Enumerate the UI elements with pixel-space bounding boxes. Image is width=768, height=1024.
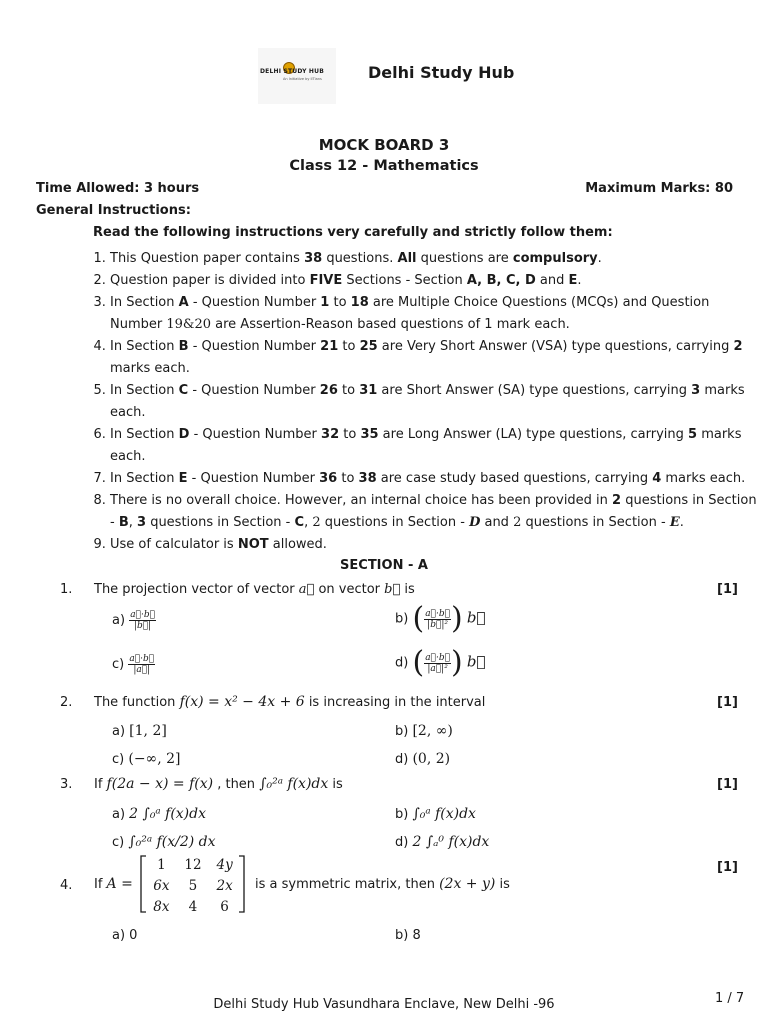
option-b: b) ( $\frac{a⃗\cdot b⃗}{\text{|b⃗|²}}$ ) b⃗: [395, 601, 486, 636]
option-d: d) (0, 2): [395, 751, 451, 767]
matrix: [140, 855, 245, 913]
page-footer: Delhi Study Hub Vasundhara Enclave, New Delhi -96: [213, 997, 555, 1012]
question-number: 2.: [60, 695, 73, 710]
question-marks: [1]: [717, 582, 738, 597]
question-text: The projection vector of vector a⃗ on vector b⃗ is: [94, 582, 415, 597]
question-text-suffix: is a symmetric matrix, then (2x + y) is: [255, 876, 510, 892]
instruction-item: 5. In Section C - Question Number 26 to 31 are Short Answer (SA) type questions, carrying 3 marks each.: [110, 380, 760, 424]
instruction-item: 6. In Section D - Question Number 32 to 35 are Long Answer (LA) type questions, carrying 5 marks each.: [110, 424, 760, 468]
logo-text: DELHI STUDY HUB: [260, 68, 324, 75]
question-marks: [1]: [717, 860, 738, 875]
matrix-row: 1 12 4y: [157, 857, 233, 873]
option-a: a) $\frac{a⃗\cdot b⃗}{|b⃗|}$: [112, 610, 155, 631]
section-heading: SECTION - A: [340, 558, 428, 573]
option-b: b) ∫₀ᵃ f(x)dx: [395, 806, 476, 822]
question-number: 1.: [60, 582, 73, 597]
time-allowed: Time Allowed: 3 hours: [36, 181, 200, 196]
option-a: a) [1, 2]: [112, 723, 167, 739]
question-marks: [1]: [717, 695, 738, 710]
option-c: c) $\frac{a⃗\cdot b⃗}{|a⃗|}$: [112, 654, 155, 675]
option-c: c) (−∞, 2]: [112, 751, 181, 767]
instruction-item: 3. In Section A - Question Number 1 to 18 are Multiple Choice Questions (MCQs) and Question Number 19&20 are Assertion-Reason based questions of 1 mark each.: [110, 292, 760, 336]
option-d: d) ( $\frac{a⃗\cdot b⃗}{\text{|a⃗|²}}$ ) b⃗: [395, 645, 486, 680]
question-number: 4.: [60, 878, 73, 893]
question-text-prefix: If A =: [94, 876, 133, 892]
option-d: d) 2 ∫ₐ⁰ f(x)dx: [395, 834, 490, 850]
max-marks: Maximum Marks: 80: [585, 181, 733, 196]
page-subtitle: Class 12 - Mathematics: [289, 158, 479, 174]
instruction-item: 2. Question paper is divided into FIVE Sections - Section A, B, C, D and E.: [110, 270, 760, 292]
instruction-item: 7. In Section E - Question Number 36 to 38 are case study based questions, carrying 4 marks each.: [110, 468, 760, 490]
question-number: 3.: [60, 777, 73, 792]
option-c: c) ∫₀²ᵃ f(x/2) dx: [112, 834, 216, 850]
question-text: If f(2a − x) = f(x) , then ∫₀²ᵃ f(x)dx is: [94, 776, 343, 792]
question-text: The function f(x) = x² − 4x + 6 is increasing in the interval: [94, 694, 486, 710]
option-a: a) 2 ∫₀ᵃ f(x)dx: [112, 806, 207, 822]
option-b: b) 8: [395, 928, 421, 943]
question-marks: [1]: [717, 777, 738, 792]
instruction-item: 8. There is no overall choice. However, an internal choice has been provided in 2 questions in Section - B, 3 questions in Section - C, 2 questions in Section - D and 2 questions in Section - E.: [110, 490, 760, 534]
instructions-lead: Read the following instructions very carefully and strictly follow them:: [93, 225, 613, 240]
logo: [258, 48, 336, 104]
hub-title: Delhi Study Hub: [368, 63, 515, 82]
instruction-item: 9. Use of calculator is NOT allowed.: [110, 534, 760, 556]
option-b: b) [2, ∞): [395, 723, 453, 739]
instruction-item: 1. This Question paper contains 38 questions. All questions are compulsory.: [110, 248, 760, 270]
instructions-list: [93, 248, 760, 556]
matrix-row: 6x 5 2x: [153, 878, 233, 894]
logo-subtext: An Initiative by IITians: [283, 77, 322, 81]
option-a: a) 0: [112, 928, 138, 943]
page-title: MOCK BOARD 3: [318, 136, 450, 154]
instruction-item: 4. In Section B - Question Number 21 to 25 are Very Short Answer (VSA) type questions, carrying 2 marks each.: [110, 336, 760, 380]
general-instructions-heading: General Instructions:: [36, 203, 191, 218]
matrix-row: 8x 4 6: [153, 899, 229, 915]
page-number: 1 / 7: [715, 991, 745, 1006]
